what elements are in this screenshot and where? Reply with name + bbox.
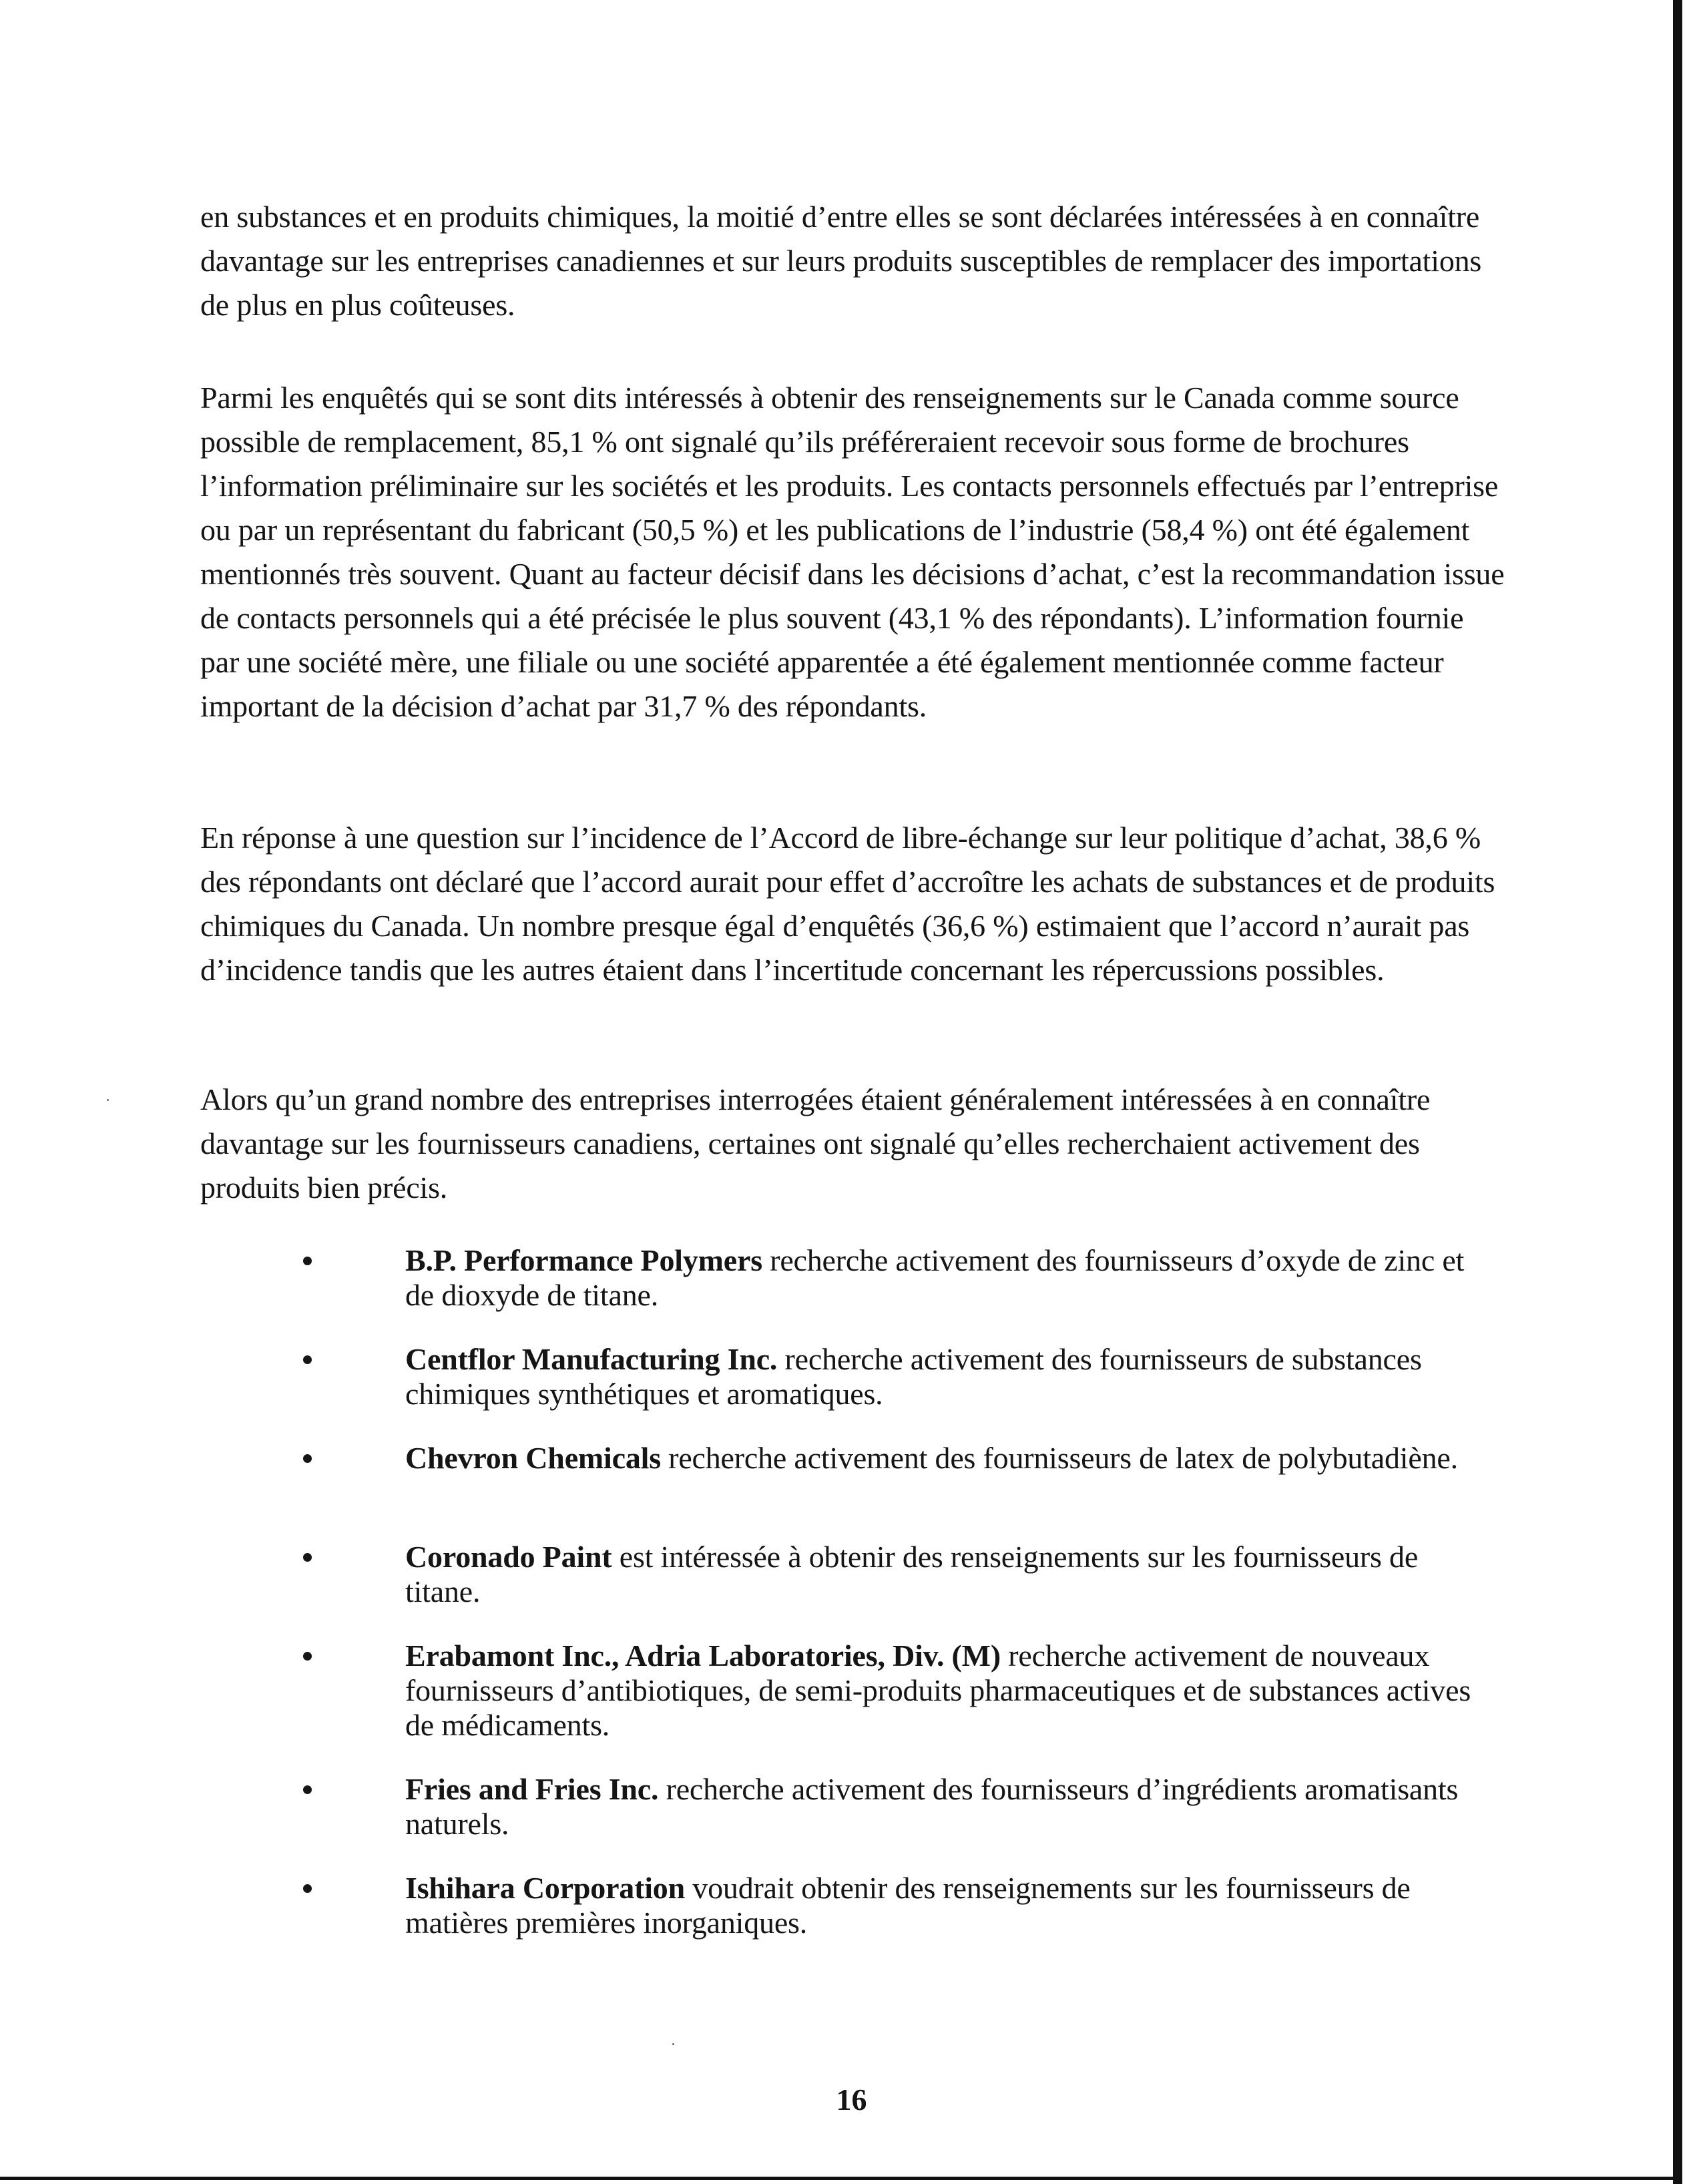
- bullet-text: [405, 1342, 1500, 1411]
- company-name: B.P. Performance Polymers: [405, 1243, 762, 1277]
- page-number: 16: [836, 2083, 867, 2117]
- company-bullet-list: [0, 1243, 1703, 1970]
- paragraph-free-trade-agreement: En réponse à une question sur l’incidence de l’Accord de libre-échange sur leur politique d’achat, 38,6 % des répondants ont déclaré que l’accord aurait pour effet d’accroître les achats de substances et de produits chimiques du Canada. Un nombre presque égal d’enquêtés (36,6 %) estimaient que l’accord n’aurait pas d’incidence tandis que les autres étaient dans l’incertitude concernant les répercussions possibles.: [200, 821, 1495, 987]
- paragraph-information-sources: Parmi les enquêtés qui se sont dits intéressés à obtenir des renseignements sur le Canada comme source possible de remplacement, 85,1 % ont signalé qu’ils préféreraient recevoir sous forme de brochures l’information préliminaire sur les sociétés et les produits. Les contacts personnels effectués par l’entreprise ou par un représentant du fabricant (50,5 %) et les publications de l’industrie (58,4 %) ont été également mentionnés très souvent. Quant au facteur décisif dans les décisions d’achat, c’est la recommandation issue de contacts personnels qui a été précisée le plus souvent (43,1 % des répondants). L’information fournie par une société mère, une filiale ou une société apparentée a été également mentionnée comme facteur important de la décision d’achat par 31,7 % des répondants.: [200, 381, 1505, 723]
- list-item: [0, 1871, 1703, 1970]
- bullet-text: [405, 1243, 1500, 1313]
- company-name: Centflor Manufacturing Inc.: [405, 1342, 778, 1376]
- scan-edge-bottom: [0, 2177, 1682, 2180]
- bullet-icon: [303, 1454, 312, 1463]
- bullet-text: [405, 1871, 1500, 1940]
- bullet-icon: [303, 1355, 312, 1364]
- bullet-icon: [303, 1652, 312, 1661]
- bullet-text: [405, 1441, 1500, 1476]
- bullet-icon: [303, 1553, 312, 1562]
- paragraph-intro-continued: en substances et en produits chimiques, la moitié d’entre elles se sont déclarées intéressées à en connaître davantage sur les entreprises canadiennes et sur leurs produits susceptibles de remplacer des importations de plus en plus coûteuses.: [200, 200, 1482, 322]
- list-item: [0, 1540, 1703, 1639]
- company-description: recherche activement des fournisseurs d’oxyde de zinc et de dioxyde de titane.: [405, 1243, 1465, 1312]
- list-item: [0, 1772, 1703, 1871]
- scan-speck: [107, 1099, 109, 1101]
- bullet-icon: [303, 1785, 312, 1794]
- bullet-icon: [303, 1884, 312, 1893]
- company-name: Chevron Chemicals: [405, 1441, 661, 1475]
- company-description: recherche activement des fournisseurs d’ingrédients aromatisants naturels.: [405, 1772, 1459, 1841]
- list-item: [0, 1639, 1703, 1772]
- bullet-text: [405, 1639, 1500, 1743]
- scan-edge-right: [1673, 0, 1682, 2184]
- list-item: [0, 1441, 1703, 1540]
- paragraph-specific-products: Alors qu’un grand nombre des entreprises interrogées étaient généralement intéressées à en connaître davantage sur les fournisseurs canadiens, certaines ont signalé qu’elles recherchaient activement des produits bien précis.: [200, 1082, 1431, 1205]
- bullet-icon: [303, 1257, 312, 1265]
- company-description: recherche activement de nouveaux fournisseurs d’antibiotiques, de semi-produits pharmaceutiques et de substances actives de médicaments.: [405, 1639, 1471, 1742]
- list-item: [0, 1243, 1703, 1342]
- company-description: recherche activement des fournisseurs de latex de polybutadiène.: [660, 1441, 1458, 1475]
- list-item: [0, 1342, 1703, 1441]
- company-description: recherche activement des fournisseurs de substances chimiques synthétiques et aromatiques.: [405, 1342, 1422, 1411]
- company-description: est intéressée à obtenir des renseignements sur les fournisseurs de titane.: [405, 1540, 1419, 1608]
- bullet-text: [405, 1540, 1500, 1609]
- company-name: Erabamont Inc., Adria Laboratories, Div. (M): [405, 1639, 1001, 1673]
- company-name: Ishihara Corporation: [405, 1871, 685, 1905]
- scan-speck: [672, 2043, 674, 2045]
- company-name: Coronado Paint: [405, 1540, 612, 1574]
- bullet-text: [405, 1772, 1500, 1841]
- company-name: Fries and Fries Inc.: [405, 1772, 659, 1806]
- company-description: voudrait obtenir des renseignements sur les fournisseurs de matières premières inorganiques.: [405, 1871, 1411, 1940]
